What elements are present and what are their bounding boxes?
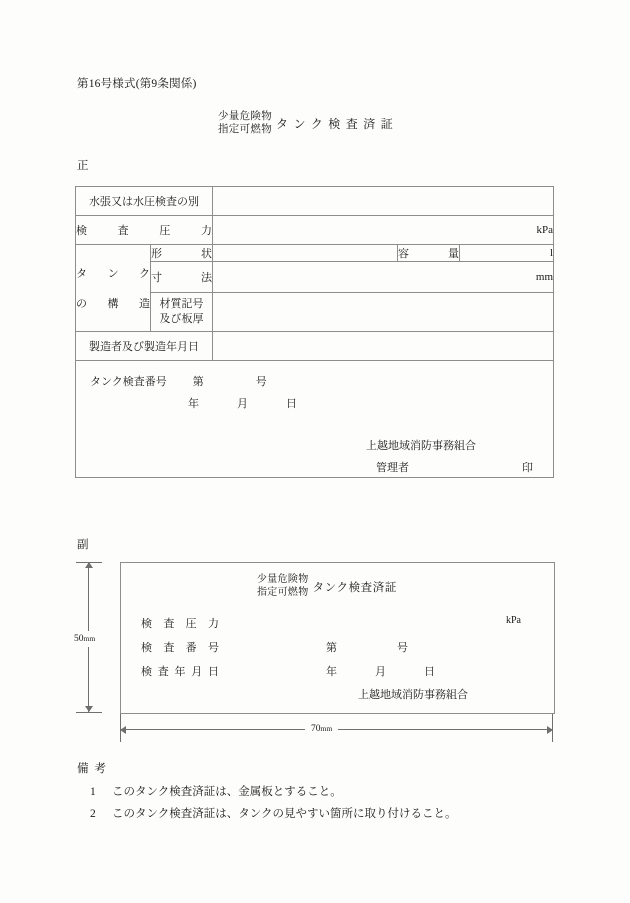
height-dimension-value: 50	[74, 634, 84, 644]
table-row-manufacturer	[76, 332, 554, 361]
manager-label: 管理者	[376, 462, 409, 474]
pressure-unit: kPa	[536, 224, 554, 236]
remark-text: このタンク検査済証は、タンクの見やすい箇所に取り付けること。	[112, 808, 457, 820]
inspection-number-label: タンク検査番号	[90, 376, 167, 388]
pressure-label: 検査圧力	[76, 225, 212, 237]
remark-number: 2	[90, 808, 96, 820]
width-dimension-value: 70	[311, 724, 321, 734]
inspection-date-day: 日	[286, 398, 297, 410]
table-row-pressure	[76, 216, 554, 245]
plate-number-gou: 号	[397, 642, 408, 654]
capacity-value-cell[interactable]	[460, 245, 554, 262]
plate-number-label: 検査番号	[141, 642, 219, 654]
remark-item	[90, 805, 457, 821]
test-type-label: 水張又は水圧検査の別	[89, 196, 199, 208]
plate-number-dai: 第	[326, 642, 337, 654]
material-value[interactable]	[213, 293, 554, 332]
plate-date-values	[326, 663, 435, 679]
inspection-number-dai: 第	[192, 376, 204, 388]
document-title	[218, 110, 398, 136]
plate-title	[257, 574, 397, 599]
document-title-prefix-line1: 少量危険物	[218, 111, 272, 122]
structure-label-line2: の構造	[76, 298, 150, 310]
table-row-shape	[76, 245, 554, 262]
plate-pressure-unit: kPa	[506, 615, 521, 626]
form-number: 第16号様式(第9条関係)	[77, 78, 197, 90]
plate-pressure-label: 検査圧力	[141, 618, 219, 630]
dimension-label: 寸法	[151, 272, 212, 284]
material-label-line1: 材質記号	[159, 298, 204, 310]
document-title-prefix-line2: 指定可燃物	[218, 124, 272, 135]
tank-inspection-table	[75, 186, 554, 478]
manufacturer-label: 製造者及び製造年月日	[89, 341, 199, 353]
plate-title-prefix-line2: 指定可燃物	[257, 586, 309, 598]
table-row-test-type	[76, 187, 554, 216]
plate-title-prefix	[257, 574, 309, 599]
plate-row-date	[141, 663, 219, 679]
plate-row-number	[141, 639, 219, 655]
capacity-label: 容量	[398, 248, 459, 260]
plate-date-year: 年	[326, 666, 337, 678]
metal-plate-diagram	[120, 562, 555, 714]
document-title-main: タンク検査済証	[276, 116, 399, 131]
remark-number: 1	[90, 786, 96, 798]
structure-label-line1: タンク	[76, 268, 150, 280]
shape-label: 形状	[151, 248, 212, 260]
dimension-unit: mm	[535, 271, 554, 283]
material-label-line2: 及び板厚	[159, 313, 204, 325]
test-type-value[interactable]	[213, 187, 554, 216]
capacity-unit: l	[549, 247, 554, 259]
inspection-number-gou: 号	[255, 376, 267, 388]
width-dimension-label	[305, 722, 338, 736]
inspection-date-month: 月	[237, 398, 248, 410]
remark-text: このタンク検査済証は、金属板とすること。	[112, 786, 342, 798]
plate-date-day: 日	[424, 666, 435, 678]
plate-title-prefix-line1: 少量危険物	[257, 574, 309, 585]
plate-row-pressure	[141, 615, 219, 631]
remark-item	[90, 783, 342, 799]
inspection-number-line	[90, 373, 267, 389]
manufacturer-value[interactable]	[213, 332, 554, 361]
shape-value[interactable]	[213, 245, 398, 262]
width-dimension-unit: mm	[320, 724, 333, 733]
height-dimension-cap-bottom	[76, 712, 102, 713]
plate-date-month: 月	[375, 666, 386, 678]
plate-date-label: 検査年月日	[141, 666, 219, 678]
table-row-certificate-block	[76, 361, 554, 478]
plate-number-values	[326, 639, 408, 655]
inspection-date-year: 年	[188, 398, 199, 410]
seal-label: 印	[522, 462, 533, 474]
remarks-heading: 備考	[77, 763, 112, 775]
pressure-value-cell[interactable]	[213, 216, 554, 245]
plate-organization: 上越地域消防事務組合	[358, 689, 468, 701]
height-dimension-unit: mm	[83, 634, 96, 643]
dimension-value-cell[interactable]	[213, 262, 554, 293]
plate-title-main: タンク検査済証	[312, 581, 397, 594]
inspection-date-line	[188, 395, 297, 411]
certificate-block	[76, 361, 553, 477]
duplicate-copy-mark: 副	[77, 539, 89, 551]
height-dimension-label	[74, 631, 95, 647]
original-copy-mark: 正	[77, 160, 89, 172]
document-title-prefix	[218, 110, 272, 136]
issuing-organization: 上越地域消防事務組合	[366, 440, 476, 452]
